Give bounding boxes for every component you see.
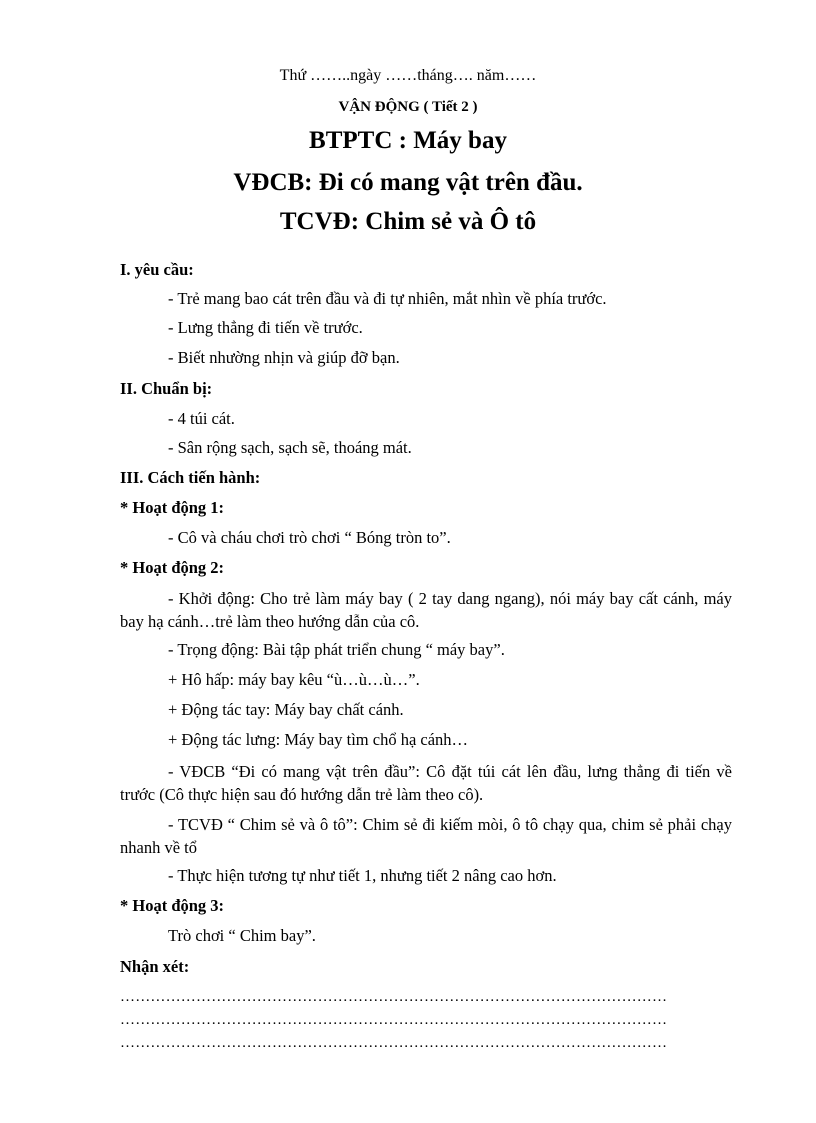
activity-2-heading: * Hoạt động 2: [120,558,225,577]
requirement-item: - Biết nhường nhịn và giúp đỡ bạn. [168,348,400,367]
activity-2-back: + Động tác lưng: Máy bay tìm chổ hạ cánh… [168,730,469,749]
requirement-item: - Lưng thẳng đi tiến về trước. [168,318,363,337]
requirement-item: - Trẻ mang bao cát trên đầu và đi tự nhiên, mắt nhìn về phía trước. [168,289,607,308]
activity-2-warmup: - Khởi động: Cho trẻ làm máy bay ( 2 tay dang ngang), nói máy bay cất cánh, máy bay hạ cánh…trẻ làm theo hướng dẫn của cô. [120,589,732,631]
subject-title: VẬN ĐỘNG ( Tiết 2 ) [338,99,478,115]
activity-2-vdcb: - VĐCB “Đi có mang vật trên đầu”: Cô đặt túi cát lên đầu, lưng thẳng đi tiến về trước (Cô thực hiện sau đó hướng dẫn trẻ làm theo cô). [120,762,732,804]
preparation-item: - 4 túi cát. [168,409,235,428]
main-title-btptc: BTPTC : Máy bay [309,127,507,154]
section-preparation-heading: II. Chuẩn bị: [120,379,213,398]
activity-2-breathing: + Hô hấp: máy bay kêu “ù…ù…ù…”. [168,670,420,689]
preparation-item: - Sân rộng sạch, sạch sẽ, thoáng mát. [168,438,412,457]
activity-1-heading: * Hoạt động 1: [120,498,225,517]
remarks-dotted-line: ……………………………………………………………………………………………… [120,1012,668,1028]
activity-2-tcvd: - TCVĐ “ Chim sẻ và ô tô”: Chim sẻ đi kiếm mòi, ô tô chạy qua, chim sẻ phải chạy nhanh về tổ [120,815,732,857]
activity-1-text: - Cô và cháu chơi trò chơi “ Bóng tròn to”. [168,528,451,547]
main-title-tcvd: TCVĐ: Chim sẻ và Ô tô [279,208,537,235]
section-procedure-heading: III. Cách tiến hành: [120,468,261,487]
activity-2-repeat: - Thực hiện tương tự như tiết 1, nhưng tiết 2 nâng cao hơn. [168,866,557,885]
section-requirements-heading: I. yêu cầu: [120,260,194,279]
activity-2-main: - Trọng động: Bài tập phát triển chung “ máy bay”. [168,640,505,659]
remarks-dotted-line: ……………………………………………………………………………………………… [120,989,668,1005]
activity-3-heading: * Hoạt động 3: [120,896,225,915]
remarks-dotted-line: ……………………………………………………………………………………………… [120,1035,668,1051]
activity-2-arms: + Động tác tay: Máy bay chất cánh. [168,700,404,719]
remarks-heading: Nhận xét: [120,957,190,976]
main-title-vdcb: VĐCB: Đi có mang vật trên đầu. [233,169,583,196]
date-line: Thứ ……..ngày ……tháng…. năm…… [279,67,537,84]
activity-3-text: Trò chơi “ Chim bay”. [168,926,316,945]
